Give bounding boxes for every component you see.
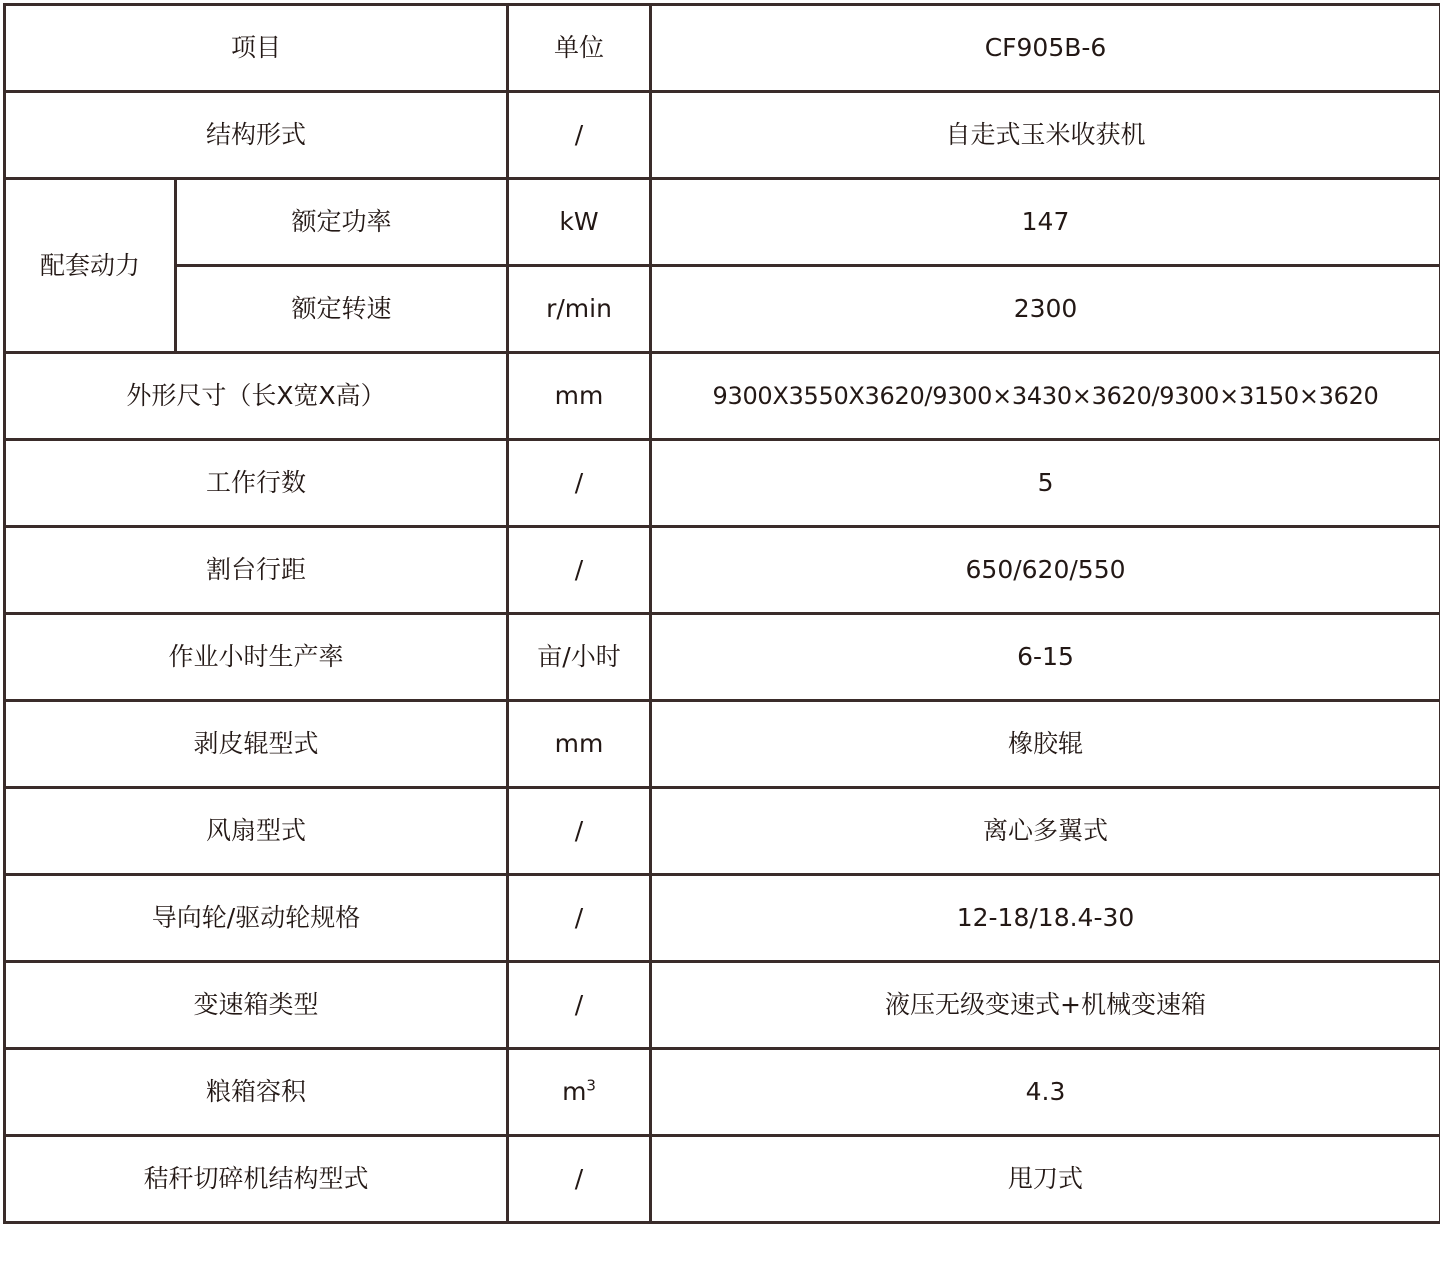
- table-row: [5, 875, 1440, 962]
- table-row: [5, 1049, 1440, 1136]
- spec-table: [3, 3, 1440, 1224]
- row-unit: /: [508, 92, 651, 179]
- table-row: [5, 527, 1440, 614]
- row-unit: /: [508, 788, 651, 875]
- header-unit: 单位: [508, 5, 651, 92]
- row-unit: /: [508, 1136, 651, 1223]
- row-unit: mm: [508, 701, 651, 788]
- row-value: 橡胶辊: [651, 701, 1440, 788]
- row-unit: kW: [508, 179, 651, 266]
- row-item: 粮箱容积: [5, 1049, 508, 1136]
- row-value: 6-15: [651, 614, 1440, 701]
- row-unit: 亩/小时: [508, 614, 651, 701]
- row-value: 甩刀式: [651, 1136, 1440, 1223]
- row-value: 离心多翼式: [651, 788, 1440, 875]
- row-item: 外形尺寸（长X宽X高）: [5, 353, 508, 440]
- row-value: 5: [651, 440, 1440, 527]
- row-value: 9300X3550X3620/9300×3430×3620/9300×3150×3620: [651, 353, 1440, 440]
- row-value: 650/620/550: [651, 527, 1440, 614]
- table-row: [5, 788, 1440, 875]
- table-row: [5, 1136, 1440, 1223]
- table-header-row: [5, 5, 1440, 92]
- table-row: [5, 92, 1440, 179]
- table-row: [5, 440, 1440, 527]
- header-model: CF905B-6: [651, 5, 1440, 92]
- row-value: 12-18/18.4-30: [651, 875, 1440, 962]
- table-row: [5, 962, 1440, 1049]
- row-value: 4.3: [651, 1049, 1440, 1136]
- row-item: 变速箱类型: [5, 962, 508, 1049]
- row-item: 结构形式: [5, 92, 508, 179]
- row-item: 额定转速: [176, 266, 508, 353]
- table-row: [5, 353, 1440, 440]
- row-group-label: 配套动力: [5, 179, 176, 353]
- row-item: 割台行距: [5, 527, 508, 614]
- row-unit: r/min: [508, 266, 651, 353]
- row-item: 工作行数: [5, 440, 508, 527]
- row-unit: /: [508, 962, 651, 1049]
- row-value: 2300: [651, 266, 1440, 353]
- row-item: 剥皮辊型式: [5, 701, 508, 788]
- row-unit: m: [562, 1077, 587, 1107]
- row-unit: /: [508, 875, 651, 962]
- row-item: 秸秆切碎机结构型式: [5, 1136, 508, 1223]
- row-unit: /: [508, 527, 651, 614]
- row-item: 导向轮/驱动轮规格: [5, 875, 508, 962]
- row-item: 额定功率: [176, 179, 508, 266]
- row-item: 作业小时生产率: [5, 614, 508, 701]
- row-value: 147: [651, 179, 1440, 266]
- row-unit: mm: [508, 353, 651, 440]
- table-row: [5, 614, 1440, 701]
- row-item: 风扇型式: [5, 788, 508, 875]
- table-row: [5, 701, 1440, 788]
- row-value: 液压无级变速式+机械变速箱: [651, 962, 1440, 1049]
- row-unit-superscript: 3: [586, 1076, 596, 1095]
- row-unit: /: [508, 440, 651, 527]
- table-row: [5, 266, 1440, 353]
- row-value: 自走式玉米收获机: [651, 92, 1440, 179]
- table-row: [5, 179, 1440, 266]
- row-unit-cell: [508, 1049, 651, 1136]
- header-item: 项目: [5, 5, 508, 92]
